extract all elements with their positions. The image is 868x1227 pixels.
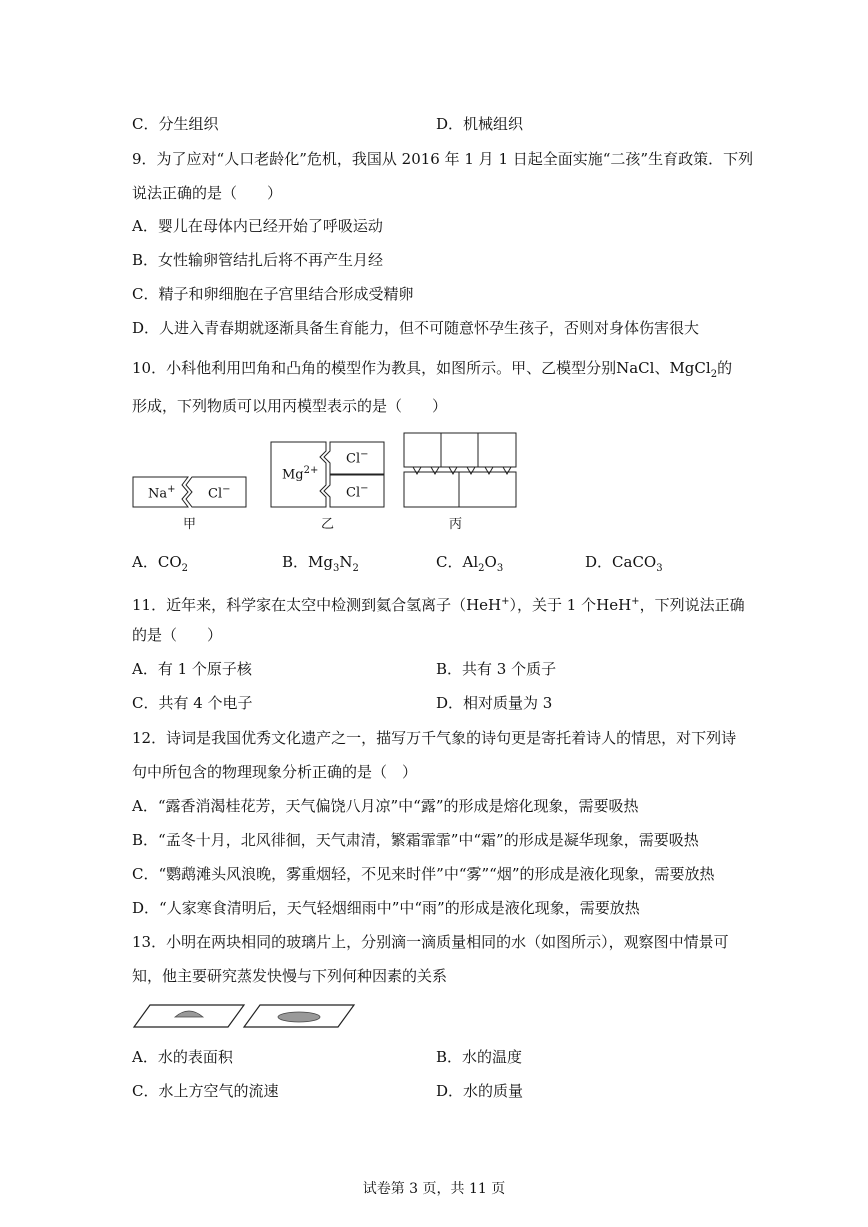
q13-stem-line1: 13．小明在两块相同的玻璃片上，分别滴一滴质量相同的水（如图所示），观察图中情景可 (132, 933, 729, 951)
caption-jia: 甲 (183, 517, 197, 532)
q13-option-c: C．水上方空气的流速 (132, 1082, 279, 1100)
jia-cl-label: Cl− (208, 484, 231, 502)
q10-stem-pre: 10．小科他利用凹角和凸角的模型作为教具，如图所示。甲、乙模型分别 (132, 359, 617, 377)
q10-nacl: NaCl (616, 359, 655, 377)
q10-option-d: D．CaCO$_3$ (585, 553, 663, 574)
yi-cl-label-top: Cl− (346, 449, 369, 467)
q12-option-d: D．“人家寒食清明后，天气轻烟细雨中”中“雨”的形成是液化现象，需要放热 (132, 899, 640, 917)
q12-stem-line2: 句中所包含的物理现象分析正确的是（ ） (132, 763, 418, 781)
q11-option-c: C．共有 4 个电子 (132, 694, 253, 712)
q10-stem-line2: 形成，下列物质可以用丙模型表示的是（ ） (132, 397, 448, 415)
q8-option-d: D．机械组织 (436, 115, 524, 133)
q13-stem-line2: 知，他主要研究蒸发快慢与下列何种因素的关系 (132, 967, 448, 985)
page-footer: 试卷第 3 页，共 11 页 (362, 1181, 506, 1197)
yi-mg-label: $Mg^{2+}$ (282, 465, 319, 483)
q9-option-d: D．人进入青春期就逐渐具备生育能力，但不可随意怀孕生孩子，否则对身体伤害很大 (132, 319, 700, 337)
glass-slides-figure (132, 1003, 362, 1029)
model-bing (403, 432, 517, 508)
q12-option-a: A．“露香消渴桂花芳，天气偏饶八月凉”中“露”的形成是熔化现象，需要吸热 (132, 797, 639, 815)
yi-cl-label-bottom: Cl− (346, 483, 369, 501)
model-jia (132, 476, 247, 508)
q11-stem-line2: 的是（ ） (132, 626, 223, 644)
q9-option-a: A．婴儿在母体内已经开始了呼吸运动 (132, 217, 383, 235)
q8-option-c: C．分生组织 (132, 115, 219, 133)
q13-option-a: A．水的表面积 (132, 1048, 233, 1066)
q10-option-c: C．$Al_2O_3$ (436, 553, 504, 574)
q10-option-a: A．$CO_2$ (132, 553, 188, 574)
caption-yi: 乙 (321, 517, 335, 532)
q9-option-b: B．女性输卵管结扎后将不再产生月经 (132, 251, 384, 269)
model-yi (270, 441, 385, 508)
q12-option-c: C．“鹦鹉滩头风浪晚，雾重烟轻，不见来时伴”中“雾”“烟”的形成是液化现象，需要放热 (132, 865, 715, 883)
q11-option-a: A．有 1 个原子核 (132, 660, 252, 678)
q12-stem-line1: 12．诗词是我国优秀文化遗产之一，描写万千气象的诗句更是寄托着诗人的情思，对下列诗 (132, 729, 737, 747)
q10-mgcl2: MgCl (669, 359, 711, 377)
q9-stem-line1: 9．为了应对“人口老龄化”危机，我国从 2016 年 1 月 1 日起全面实施“二孩”生育政策．下列 (132, 150, 754, 168)
q11-stem-line1: 11．近年来，科学家在太空中检测到氦合氢离子（HeH+），关于 1 个HeH+，下列说法正确 (132, 596, 745, 614)
q11-option-b: B．共有 3 个质子 (436, 660, 557, 678)
q10-stem-post: 的 (717, 359, 733, 377)
q10-sep: 、 (654, 359, 670, 377)
model-bing-outline (403, 432, 517, 508)
q10-stem-line1 (132, 358, 732, 385)
jia-na-label: Na+ (148, 484, 176, 502)
q11-option-d: D．相对质量为 3 (436, 694, 553, 712)
q13-option-d: D．水的质量 (436, 1082, 524, 1100)
q10-option-b: B．$Mg_3N_2$ (282, 553, 359, 574)
q10-mgcl2-sub: 2 (710, 369, 718, 380)
q13-option-b: B．水的温度 (436, 1048, 523, 1066)
q9-stem-line2: 说法正确的是（ ） (132, 184, 283, 202)
q9-option-c: C．精子和卵细胞在子宫里结合形成受精卵 (132, 285, 414, 303)
caption-bing: 丙 (449, 517, 463, 532)
q12-option-b: B．“孟冬十月，北风徘徊，天气肃清，繁霜霏霏”中“霜”的形成是凝华现象，需要吸热 (132, 831, 699, 849)
